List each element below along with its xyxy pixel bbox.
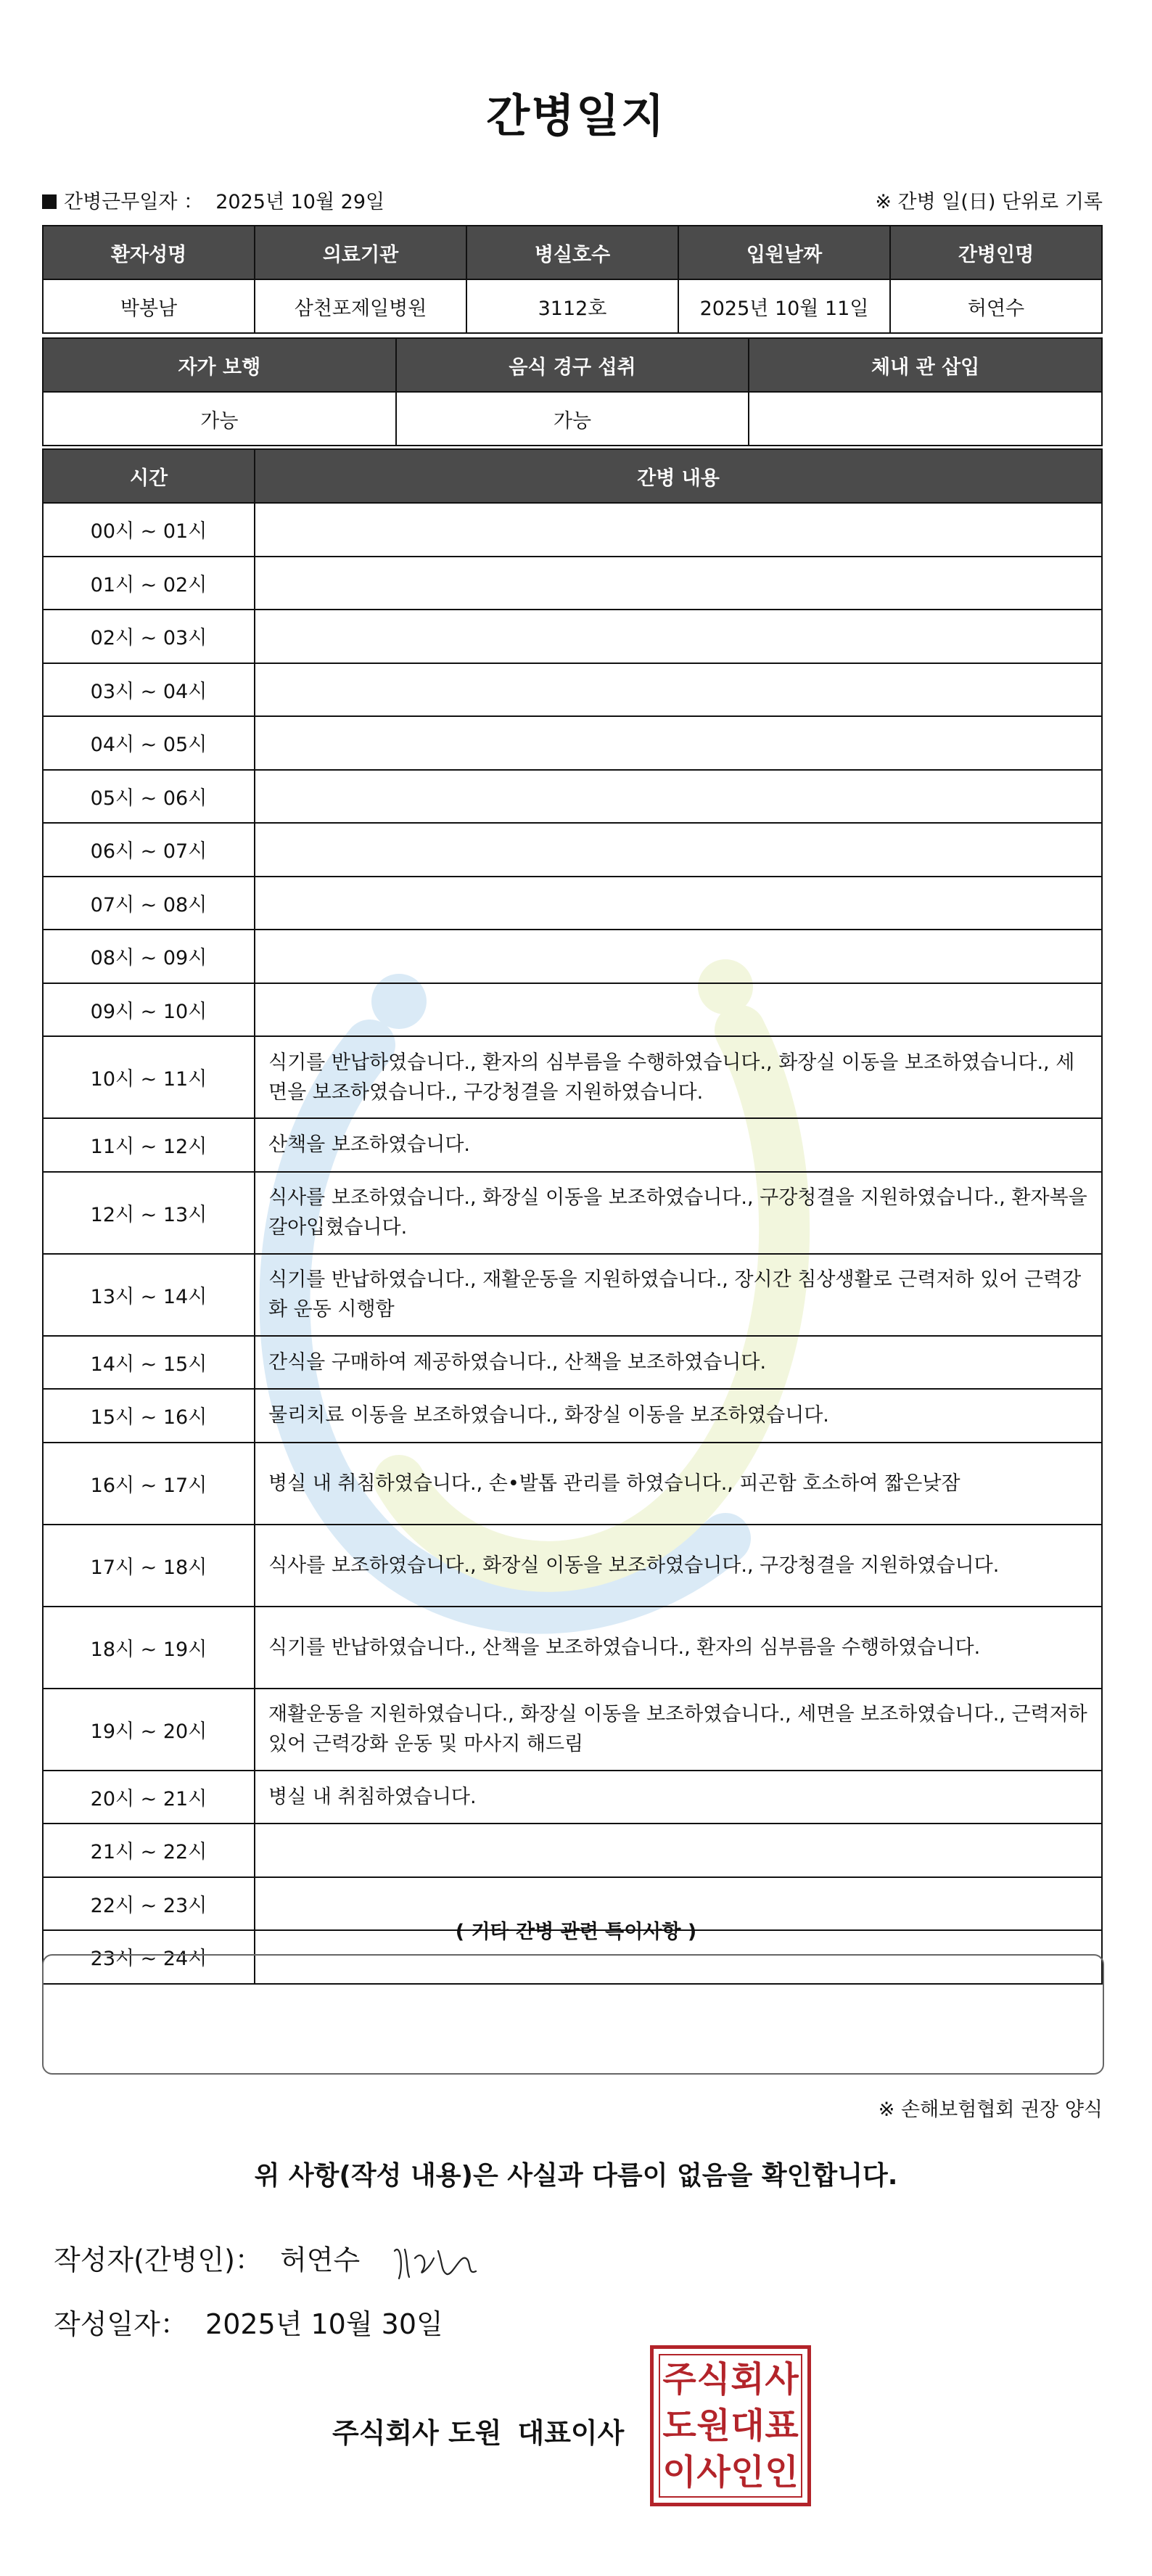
care-log-time: 11시 ~ 12시 [43, 1118, 255, 1172]
care-log-content [255, 983, 1102, 1037]
care-log-time: 22시 ~ 23시 [43, 1877, 255, 1931]
care-log-row [43, 1254, 1102, 1336]
care-log-time: 06시 ~ 07시 [43, 823, 255, 877]
notes-title: ( 기타 간병 관련 특이사항 ) [455, 1921, 697, 1943]
care-log-row [43, 716, 1102, 770]
care-log-time: 17시 ~ 18시 [43, 1525, 255, 1607]
header-time: 시간 [43, 449, 255, 503]
header-hospital: 의료기관 [255, 226, 466, 279]
patient-name: 박봉남 [43, 279, 255, 333]
tube-insertion-value [749, 392, 1102, 446]
care-log-row [43, 1824, 1102, 1877]
seal-char: 이 [662, 2452, 696, 2493]
work-date-label: 간병근무일자 ： [64, 191, 204, 213]
header-self-walking: 자가 보행 [43, 338, 396, 392]
care-log-content: 식사를 보조하였습니다., 화장실 이동을 보조하였습니다., 구강청결을 지원하였습니다., 환자복을 갈아입혔습니다. [255, 1172, 1102, 1254]
care-log-time: 15시 ~ 16시 [43, 1389, 255, 1443]
care-log-content [255, 716, 1102, 770]
care-log-row [43, 823, 1102, 877]
company-line [332, 2411, 624, 2450]
care-log-content: 식기를 반납하였습니다., 산책을 보조하였습니다., 환자의 심부름을 수행하였습니다. [255, 1607, 1102, 1689]
seal-char: 사 [696, 2452, 731, 2493]
care-log-content [255, 663, 1102, 717]
handwritten-signature [390, 2236, 492, 2287]
form-source-note: ※ 손해보험협회 권장 양식 [878, 2099, 1103, 2121]
care-log-time: 23시 ~ 24시 [43, 1930, 255, 1984]
header-tube-insertion: 체내 관 삽입 [749, 338, 1102, 392]
care-log-content: 식기를 반납하였습니다., 재활운동을 지원하였습니다., 장시간 침상생활로 근력저하 있어 근력강화 운동 시행함 [255, 1254, 1102, 1336]
seal-char: 원 [696, 2405, 731, 2446]
work-date-value: 2025년 10월 29일 [215, 191, 385, 213]
care-log-row [43, 1607, 1102, 1689]
care-log-body [43, 503, 1102, 1984]
patient-info-table [42, 225, 1103, 334]
care-log-time: 14시 ~ 15시 [43, 1336, 255, 1390]
page-title: 간병일지 [486, 89, 666, 142]
notes-box [42, 1954, 1104, 2075]
care-log-time: 20시 ~ 21시 [43, 1771, 255, 1824]
care-log-time: 10시 ~ 11시 [43, 1036, 255, 1118]
care-log-row [43, 1771, 1102, 1824]
care-log-time: 00시 ~ 01시 [43, 503, 255, 557]
care-log-time: 04시 ~ 05시 [43, 716, 255, 770]
care-log-content [255, 930, 1102, 983]
admission-date: 2025년 10월 11일 [678, 279, 890, 333]
written-date-line [54, 2302, 443, 2342]
care-log-content: 재활운동을 지원하였습니다., 화장실 이동을 보조하였습니다., 세면을 보조하였습니다., 근력저하있어 근력강화 운동 및 마사지 해드림 [255, 1689, 1102, 1771]
care-log-row [43, 1172, 1102, 1254]
author-label: 작성자(간병인)： [54, 2244, 263, 2276]
care-log-row [43, 610, 1102, 663]
care-log-content [255, 1824, 1102, 1877]
care-log-time: 18시 ~ 19시 [43, 1607, 255, 1689]
written-date: 2025년 10월 30일 [205, 2308, 443, 2340]
header-care-content: 간병 내용 [255, 449, 1102, 503]
care-log-time: 02시 ~ 03시 [43, 610, 255, 663]
care-log-content [255, 877, 1102, 930]
seal-char: 대 [731, 2405, 765, 2446]
care-log-row [43, 1525, 1102, 1607]
care-log-content [255, 557, 1102, 610]
care-log-row [43, 770, 1102, 824]
seal-char: 주 [662, 2359, 696, 2400]
care-log-content: 산책을 보조하였습니다. [255, 1118, 1102, 1172]
care-log-time: 09시 ~ 10시 [43, 983, 255, 1037]
care-log-row [43, 557, 1102, 610]
unit-note: ※ 간병 일(日) 단위로 기록 [875, 191, 1103, 213]
care-log-content: 간식을 구매하여 제공하였습니다., 산책을 보조하였습니다. [255, 1336, 1102, 1390]
seal-char: 회 [731, 2359, 765, 2400]
care-log-row [43, 503, 1102, 557]
work-date [42, 186, 384, 214]
header-patient-name: 환자성명 [43, 226, 255, 279]
header-caregiver: 간병인명 [890, 226, 1102, 279]
seal-char: 도 [662, 2405, 696, 2446]
care-log-time: 13시 ~ 14시 [43, 1254, 255, 1336]
care-log-content: 물리치료 이동을 보조하였습니다., 화장실 이동을 보조하였습니다. [255, 1389, 1102, 1443]
company-name: 주식회사 도원 [332, 2417, 502, 2449]
header-admission-date: 입원날짜 [678, 226, 890, 279]
company-role: 대표이사 [517, 2417, 625, 2449]
care-log-time: 03시 ~ 04시 [43, 663, 255, 717]
care-log-row [43, 1443, 1102, 1525]
care-log-content [255, 823, 1102, 877]
seal-char: 사 [765, 2359, 799, 2400]
author-line [54, 2236, 492, 2287]
caregiver-name: 허연수 [890, 279, 1102, 333]
seal-char: 표 [765, 2405, 799, 2446]
care-log-row [43, 1389, 1102, 1443]
self-walking-value: 가능 [43, 392, 396, 446]
header-oral-intake: 음식 경구 섭취 [396, 338, 749, 392]
care-log-content [255, 770, 1102, 824]
room-number: 3112호 [466, 279, 678, 333]
care-log-time: 21시 ~ 22시 [43, 1824, 255, 1877]
hospital: 삼천포제일병원 [255, 279, 466, 333]
header-room: 병실호수 [466, 226, 678, 279]
care-log-table [42, 448, 1103, 1985]
care-log-content: 병실 내 취침하였습니다., 손•발톱 관리를 하였습니다., 피곤함 호소하여 짧은낮잠 [255, 1443, 1102, 1525]
care-log-content [255, 610, 1102, 663]
care-log-content [255, 503, 1102, 557]
oral-intake-value: 가능 [396, 392, 749, 446]
seal-char: 인 [765, 2452, 799, 2493]
care-log-row [43, 663, 1102, 717]
care-log-time: 19시 ~ 20시 [43, 1689, 255, 1771]
care-log-time: 12시 ~ 13시 [43, 1172, 255, 1254]
care-log-content: 식기를 반납하였습니다., 환자의 심부름을 수행하였습니다., 화장실 이동을 보조하였습니다., 세면을 보조하였습니다., 구강청결을 지원하였습니다. [255, 1036, 1102, 1118]
seal-char: 인 [731, 2452, 765, 2493]
care-log-row [43, 1689, 1102, 1771]
care-log-time: 16시 ~ 17시 [43, 1443, 255, 1525]
ability-table [42, 337, 1103, 446]
care-log-row [43, 983, 1102, 1037]
care-log-content: 병실 내 취침하였습니다. [255, 1771, 1102, 1824]
seal-characters [662, 2356, 799, 2495]
care-log-time: 05시 ~ 06시 [43, 770, 255, 824]
care-log-row [43, 930, 1102, 983]
care-log-row [43, 1036, 1102, 1118]
care-log-time: 07시 ~ 08시 [43, 877, 255, 930]
author-name: 허연수 [280, 2244, 361, 2276]
care-log-content: 식사를 보조하였습니다., 화장실 이동을 보조하였습니다., 구강청결을 지원하였습니다. [255, 1525, 1102, 1607]
care-log-time: 08시 ~ 09시 [43, 930, 255, 983]
confirmation-statement: 위 사항(작성 내용)은 사실과 다름이 없음을 확인합니다. [254, 2161, 898, 2191]
seal-char: 식 [696, 2359, 731, 2400]
care-log-row [43, 877, 1102, 930]
company-seal-stamp [650, 2345, 811, 2506]
care-log-time: 01시 ~ 02시 [43, 557, 255, 610]
square-bullet-icon [42, 194, 57, 209]
care-log-row [43, 1336, 1102, 1390]
written-date-label: 작성일자： [54, 2308, 188, 2340]
care-log-row [43, 1118, 1102, 1172]
